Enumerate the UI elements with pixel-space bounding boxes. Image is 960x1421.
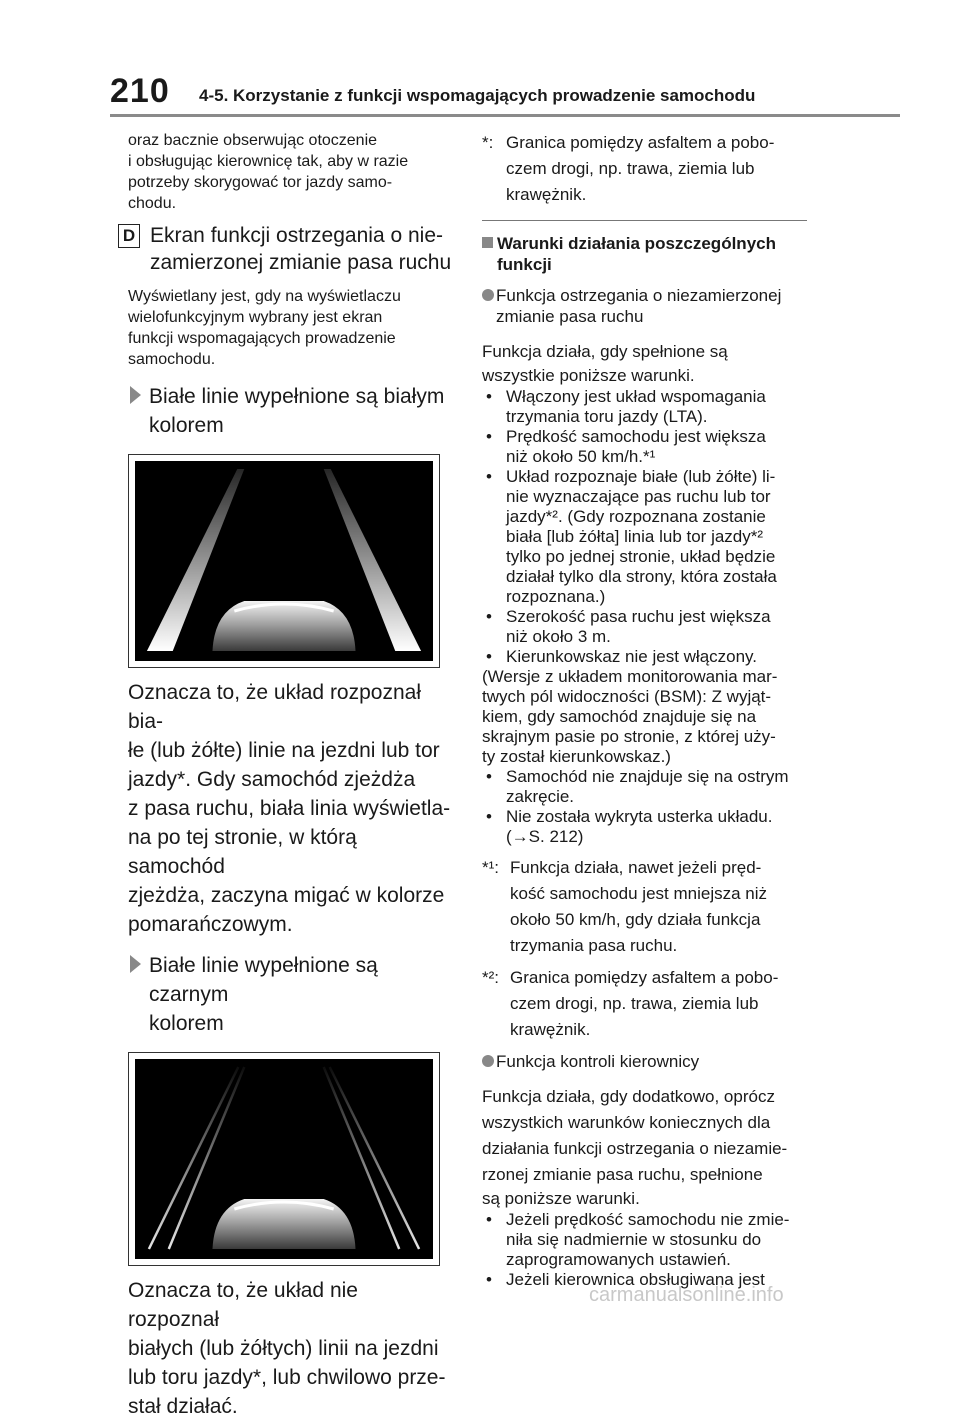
list-item: • Włączony jest układ wspomagania trzymania toru jazdy (LTA). — [486, 387, 766, 426]
page-number: 210 — [110, 72, 170, 110]
square-bullet-icon — [482, 237, 493, 248]
footnote-1: *¹: Funkcja działa, nawet jeżeli pręd- kość samochodu jest mniejsza niż około 50 km/h, gdy działa funkcja trzymania pasa ruchu. — [482, 858, 768, 955]
arrow-right-icon — [130, 386, 141, 404]
function-steering-control: Funkcja kontroli kierownicy — [482, 1051, 807, 1072]
subheading-conditions: Warunki działania poszczególnych funkcji — [482, 233, 807, 275]
header-rule — [110, 114, 900, 117]
list-item: • Szerokość pasa ruchu jest większa niż około 3 m. — [486, 607, 771, 646]
list-item: • Prędkość samochodu jest większa niż około 50 km/h.*¹ — [486, 427, 766, 466]
list-item: • Nie została wykryta usterka układu. (→S. 212) — [486, 807, 773, 846]
list-item: • Samochód nie znajduje się na ostrym zakręcie. — [486, 767, 789, 806]
section-description: Wyświetlany jest, gdy na wyświetlaczu wielofunkcyjnym wybrany jest ekran funkcji wspomagających prowadzenie samochodu. — [128, 288, 401, 368]
conditions-list — [482, 387, 807, 667]
function-lane-warning: Funkcja ostrzegania o niezamierzonej zmianie pasa ruchu — [482, 285, 807, 327]
footnote-star: *: Granica pomiędzy asfaltem a pobo- czem drogi, np. trawa, ziemia lub krawężnik. — [482, 133, 775, 204]
circle-bullet-icon — [482, 1055, 494, 1067]
conditions-list-3 — [482, 1210, 807, 1290]
section-divider — [482, 220, 807, 221]
list-item: • Układ rozpoznaje białe (lub żółte) li- nie wyznaczające pas ruchu lub tor jazdy*². (Gdy rozpoznana zostanie biała [lub żółta] linia lub tor jazdy*² tylko po jednej stronie, układ będzie działał tylko dla strony, która została rozpoznana.) — [486, 467, 777, 606]
item-black-filled-text: Oznacza to, że układ nie rozpoznał białych (lub żółtych) linii na jezdni lub toru jazdy*, lub chwilowo prze- stał działać. — [128, 1279, 446, 1418]
arrow-right-icon — [130, 955, 141, 973]
intro-text: oraz bacznie obserwując otoczenie i obsługując kierownicę tak, aby w razie potrzeby skorygować tor jazdy samo- chodu. — [128, 132, 409, 212]
page-header — [0, 0, 960, 118]
item-white-filled-heading: Białe linie wypełnione są białym kolorem — [128, 382, 454, 440]
conditions-intro: Funkcja działa, gdy spełnione są — [482, 342, 728, 361]
section-title: D Ekran funkcji ostrzegania o nie- zamierzonej zmianie pasa ruchu — [118, 222, 454, 276]
circle-bullet-icon — [482, 289, 494, 301]
steering-conditions-text: Funkcja działa, gdy dodatkowo, oprócz wszystkich warunków koniecznych dla działania funkcji ostrzegania o niezamie- rzonej zmianie pasa ruchu, spełnione — [482, 1087, 788, 1184]
section-badge: D — [118, 224, 140, 248]
chapter-title: 4-5. Korzystanie z funkcji wspomagających prowadzenie samochodu — [199, 86, 756, 105]
display-image-outlined-lines — [128, 1052, 440, 1266]
watermark: carmanualsonline.info — [589, 1284, 784, 1306]
conditions-list-2 — [482, 767, 807, 847]
bsm-note: (Wersje z układem monitorowania mar- twych pól widoczności (BSM): Z wyjąt- kiem, gdy samochód znajduje się na skrajnym pasie po stronie, z której uży- ty został kierunkowskaz.) — [482, 667, 778, 766]
footnote-2: *²: Granica pomiędzy asfaltem a pobo- czem drogi, np. trawa, ziemia lub krawężnik. — [482, 968, 779, 1039]
lane-lines-outline-illustration — [135, 1059, 433, 1259]
item-black-filled-heading: Białe linie wypełnione są czarnym kolorem — [128, 951, 454, 1038]
item-white-filled-text: Oznacza to, że układ rozpoznał bia- łe (lub żółte) linie na jezdni lub tor jazdy*. Gdy samochód zjeżdża z pasa ruchu, biała linia wyświetla- na po tej stronie, w którą samochód zjeżdża, zaczyna migać w kolorze pomarańczowym. — [128, 681, 451, 936]
list-item: • Jeżeli prędkość samochodu nie zmie- niła się nadmiernie w stosunku do zaprogramowanych ustawień. — [486, 1210, 790, 1269]
lane-lines-white-illustration — [135, 461, 433, 661]
list-item: • Kierunkowskaz nie jest włączony. — [486, 647, 758, 666]
right-column: *: Granica pomiędzy asfaltem a pobo- czem drogi, np. trawa, ziemia lub krawężnik. Warunki działania poszczególnych funkcji Funkcja ostrzegania o niezamierzonej zmianie pasa ruchu Funkcja działa, gdy spełnione są wszystkie poniższe warunki. • Włączony jest układ wspomagania trzymania toru jazdy (LTA). • Prędkość samochodu jest większa niż około 50 km/h.*¹ • Układ rozpoznaje białe (lub żółte) li- nie wyznaczające pas ruchu lub tor jazdy*². (Gdy rozpoznana zostanie biała [lub żółta] linia lub tor jazdy*² tylko po jednej stronie, układ będzie działał tylko dla strony, która została rozpoznana.) • Szerokość pasa ruchu jest większa niż około 3 m. • Kierunkowskaz nie jest włączony. (Wersje z układem monitorowania mar- twych pól widoczności (BSM): Z wyjąt- kiem, gdy samochód znajduje się na skrajnym pasie po stronie, z której uży- ty został kierunkowskaz.) • Samochód nie znajduje się na ostrym zakręcie. • Nie została wykryta usterka układu. (→S. 212) *¹: Funkcja działa, nawet jeżeli pręd- kość samochodu jest mniejsza niż około 50 km/h, gdy działa funkcja trzymania pasa ruchu. *²: Granica pomiędzy asfaltem a pobo- czem drogi, np. trawa, ziemia lub krawężnik. Funkcja kontroli kierownicy Funkcja działa, gdy dodatkowo, oprócz wszystkich warunków koniecznych dla działania funkcji ostrzegania o niezamie- rzonej zmianie pasa ruchu, spełnione są poniższe warunki. • Jeżeli prędkość samochodu nie zmie- niła się nadmiernie w stosunku do zaprogramowanych ustawień. • Jeżeli kierownica obsługiwana jest — [482, 130, 807, 1290]
display-image-white-lines — [128, 454, 440, 668]
left-column — [122, 130, 454, 1421]
list-item: • Jeżeli kierownica obsługiwana jest — [486, 1270, 765, 1289]
